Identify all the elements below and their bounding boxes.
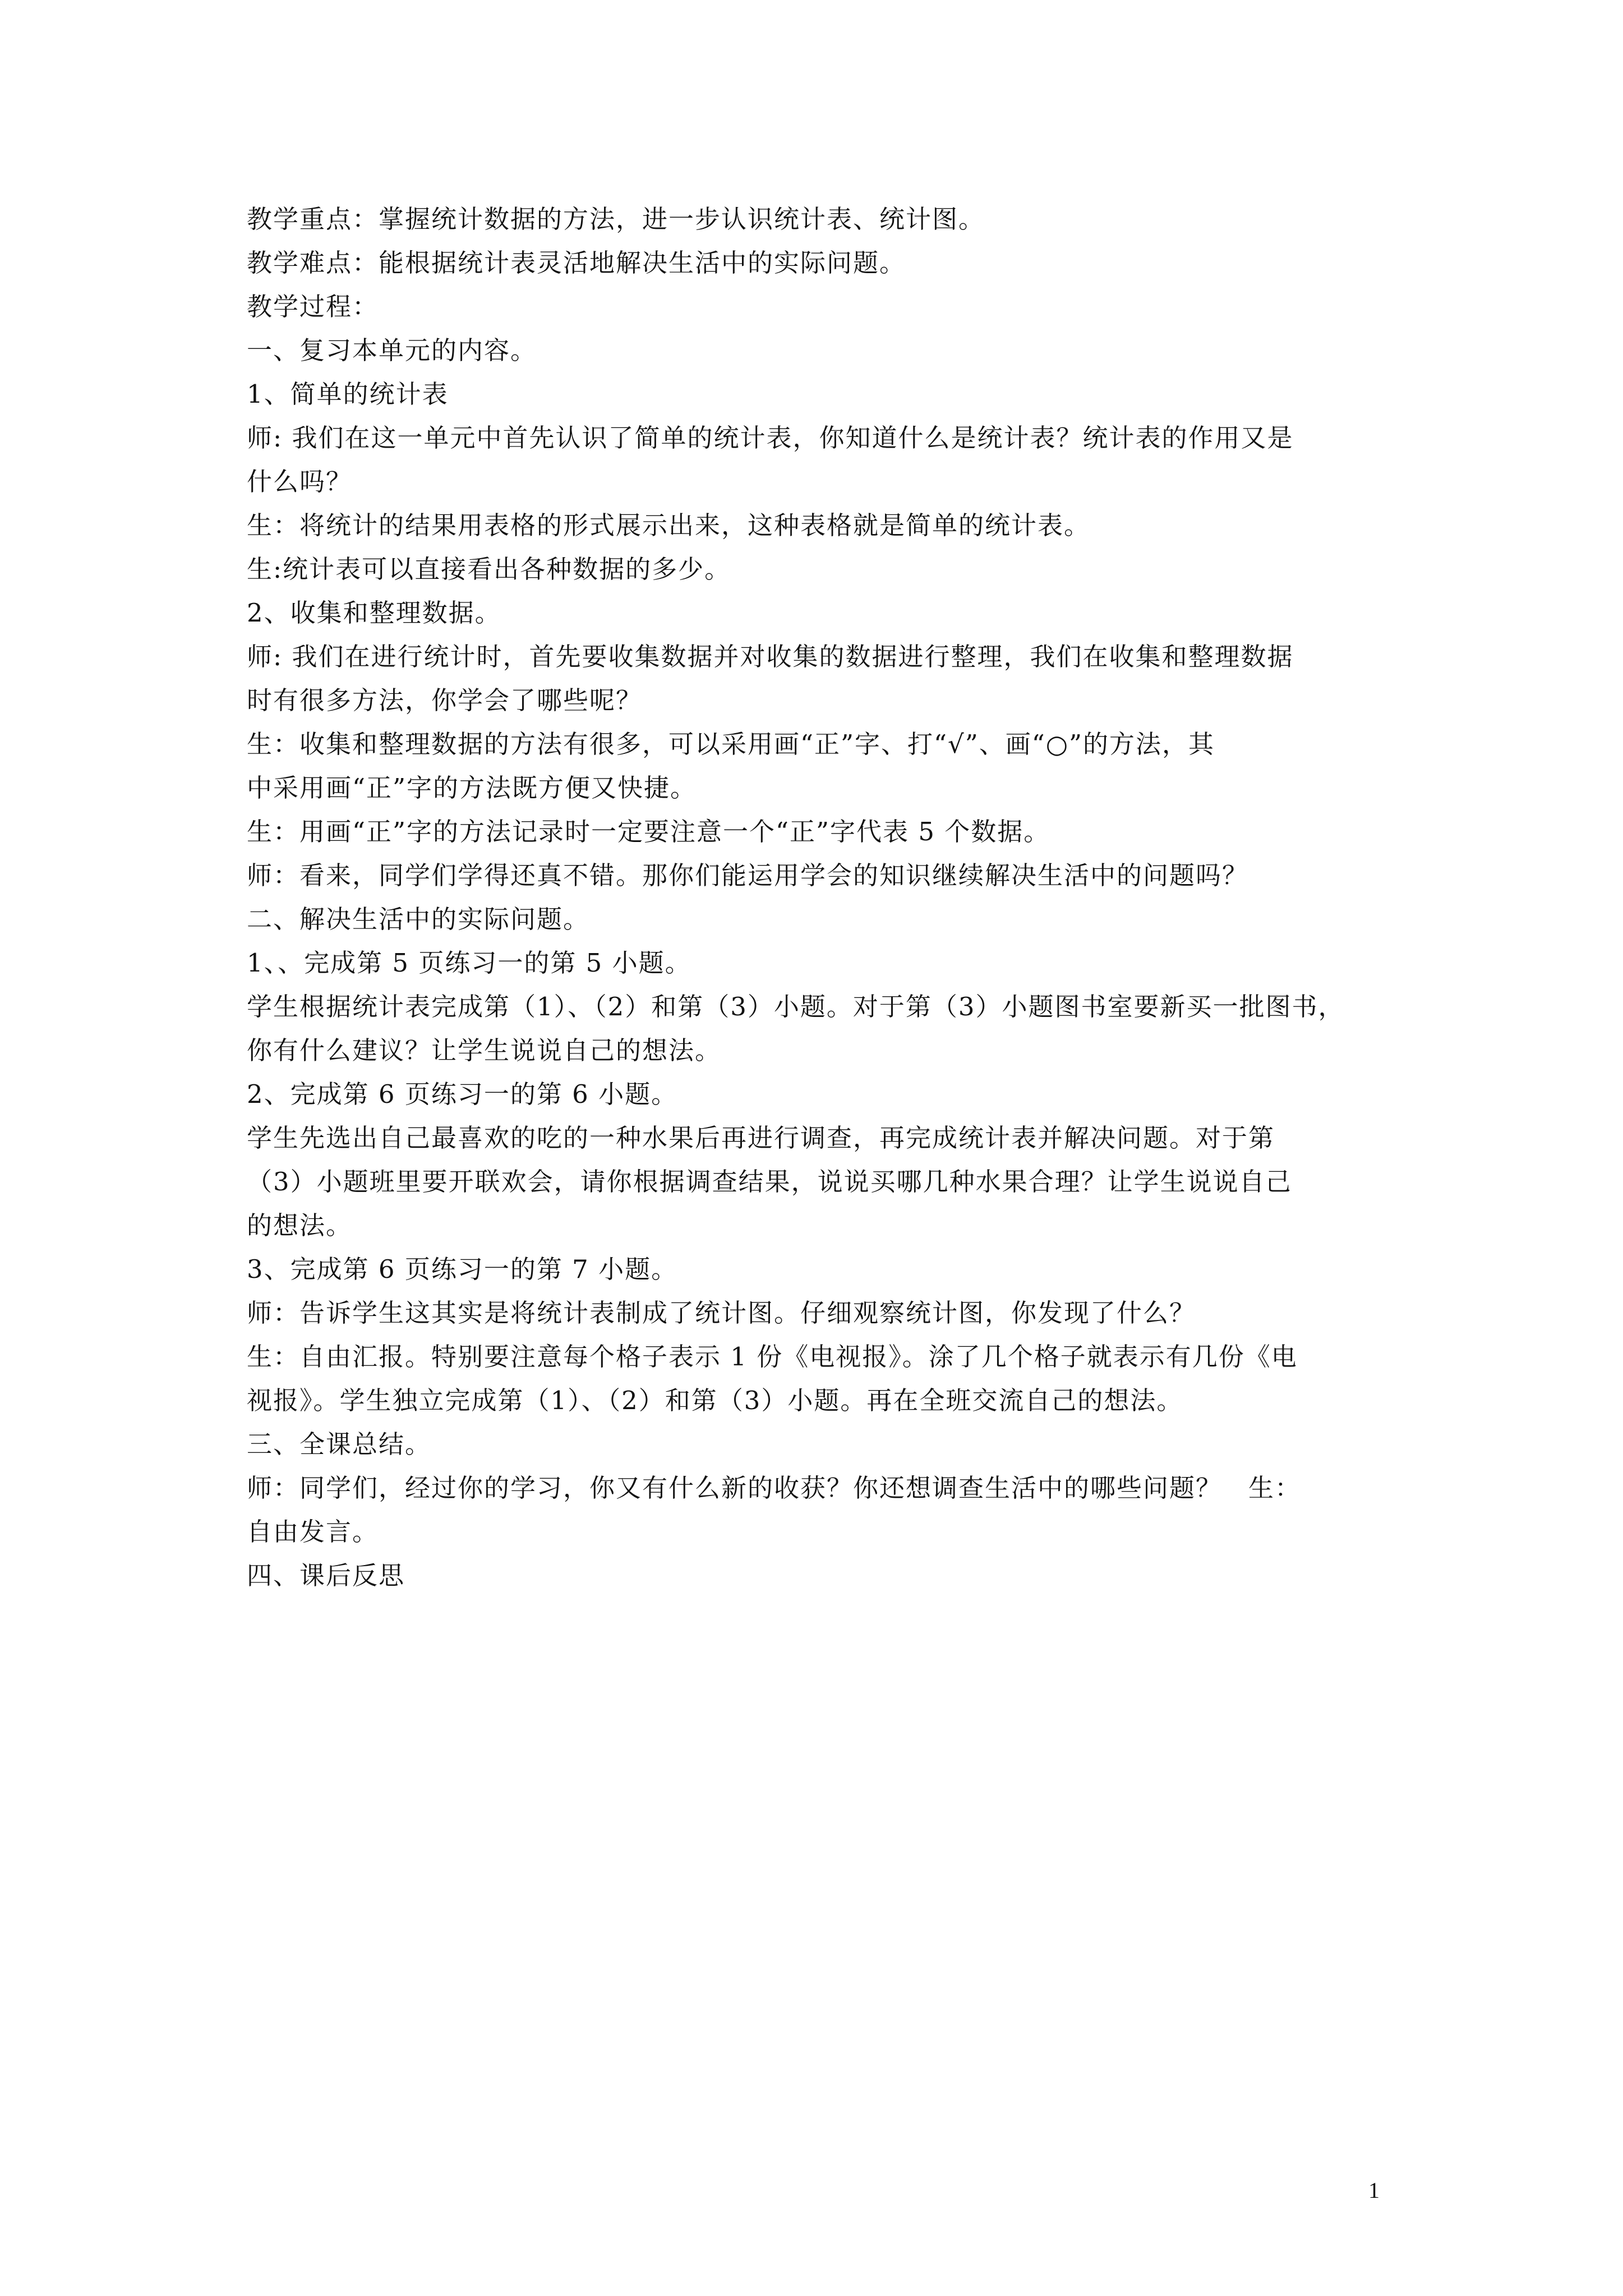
text-line: 教学难点：能根据统计表灵活地解决生活中的实际问题。	[247, 248, 906, 278]
section-heading: 二、解决生活中的实际问题。	[247, 904, 590, 934]
text-line: 学生先选出自己最喜欢的吃的一种水果后再进行调查，再完成统计表并解决问题。对于第	[247, 1123, 1275, 1153]
text-line: 自由发言。	[247, 1517, 379, 1547]
text-line: 生:统计表可以直接看出各种数据的多少。	[247, 554, 731, 584]
text-line: 你有什么建议？让学生说说自己的想法。	[247, 1036, 722, 1065]
text-line: 的想法。	[247, 1211, 353, 1240]
text-line: 师：同学们，经过你的学习，你又有什么新的收获？你还想调查生活中的哪些问题？ 生：	[247, 1473, 1302, 1503]
subsection-heading: 2、完成第 6 页练习一的第 6 小题。	[247, 1079, 678, 1109]
subsection-heading: 2、收集和整理数据。	[247, 598, 501, 628]
page-number: 1	[1368, 2178, 1380, 2203]
subsection-heading: 3、完成第 6 页练习一的第 7 小题。	[247, 1254, 678, 1284]
text-line: 生：用画“正”字的方法记录时一定要注意一个“正”字代表 5 个数据。	[247, 817, 1050, 846]
text-line: 时有很多方法，你学会了哪些呢？	[247, 685, 643, 715]
text-line: 生：自由汇报。特别要注意每个格子表示 1 份《电视报》。涂了几个格子就表示有几份《电	[247, 1342, 1298, 1372]
text-line: 师：告诉学生这其实是将统计表制成了统计图。仔细观察统计图，你发现了什么？	[247, 1298, 1196, 1328]
text-line: 视报》。学生独立完成第（1）、（2）和第（3）小题。再在全班交流自己的想法。	[247, 1386, 1183, 1415]
text-line: 生：将统计的结果用表格的形式展示出来，这种表格就是简单的统计表。	[247, 510, 1091, 540]
text-line: 师: 我们在进行统计时，首先要收集数据并对收集的数据进行整理，我们在收集和整理数据	[247, 642, 1294, 671]
section-heading: 四、课后反思	[247, 1561, 405, 1590]
subsection-heading: 1、、完成第 5 页练习一的第 5 小题。	[247, 948, 691, 978]
text-line: 学生根据统计表完成第（1）、（2）和第（3）小题。对于第（3）小题图书室要新买一批图书，	[247, 992, 1345, 1022]
text-line: 中采用画“正”字的方法既方便又快捷。	[247, 773, 697, 803]
text-line: 生：收集和整理数据的方法有很多，可以采用画“正”字、打“√”、画“○”的方法，其	[247, 729, 1215, 759]
text-line: 教学过程：	[247, 292, 379, 321]
text-line: 什么吗？	[247, 467, 353, 496]
section-heading: 三、全课总结。	[247, 1429, 432, 1459]
text-line: 教学重点：掌握统计数据的方法，进一步认识统计表、统计图。	[247, 204, 985, 234]
text-line: （3）小题班里要开联欢会，请你根据调查结果，说说买哪几种水果合理？让学生说说自己	[247, 1167, 1292, 1197]
text-line: 师：看来，同学们学得还真不错。那你们能运用学会的知识继续解决生活中的问题吗？	[247, 861, 1249, 890]
document-body	[247, 197, 1391, 1598]
text-line: 师: 我们在这一单元中首先认识了简单的统计表，你知道什么是统计表？统计表的作用又是	[247, 423, 1294, 453]
subsection-heading: 1、简单的统计表	[247, 379, 449, 409]
section-heading: 一、复习本单元的内容。	[247, 335, 537, 365]
